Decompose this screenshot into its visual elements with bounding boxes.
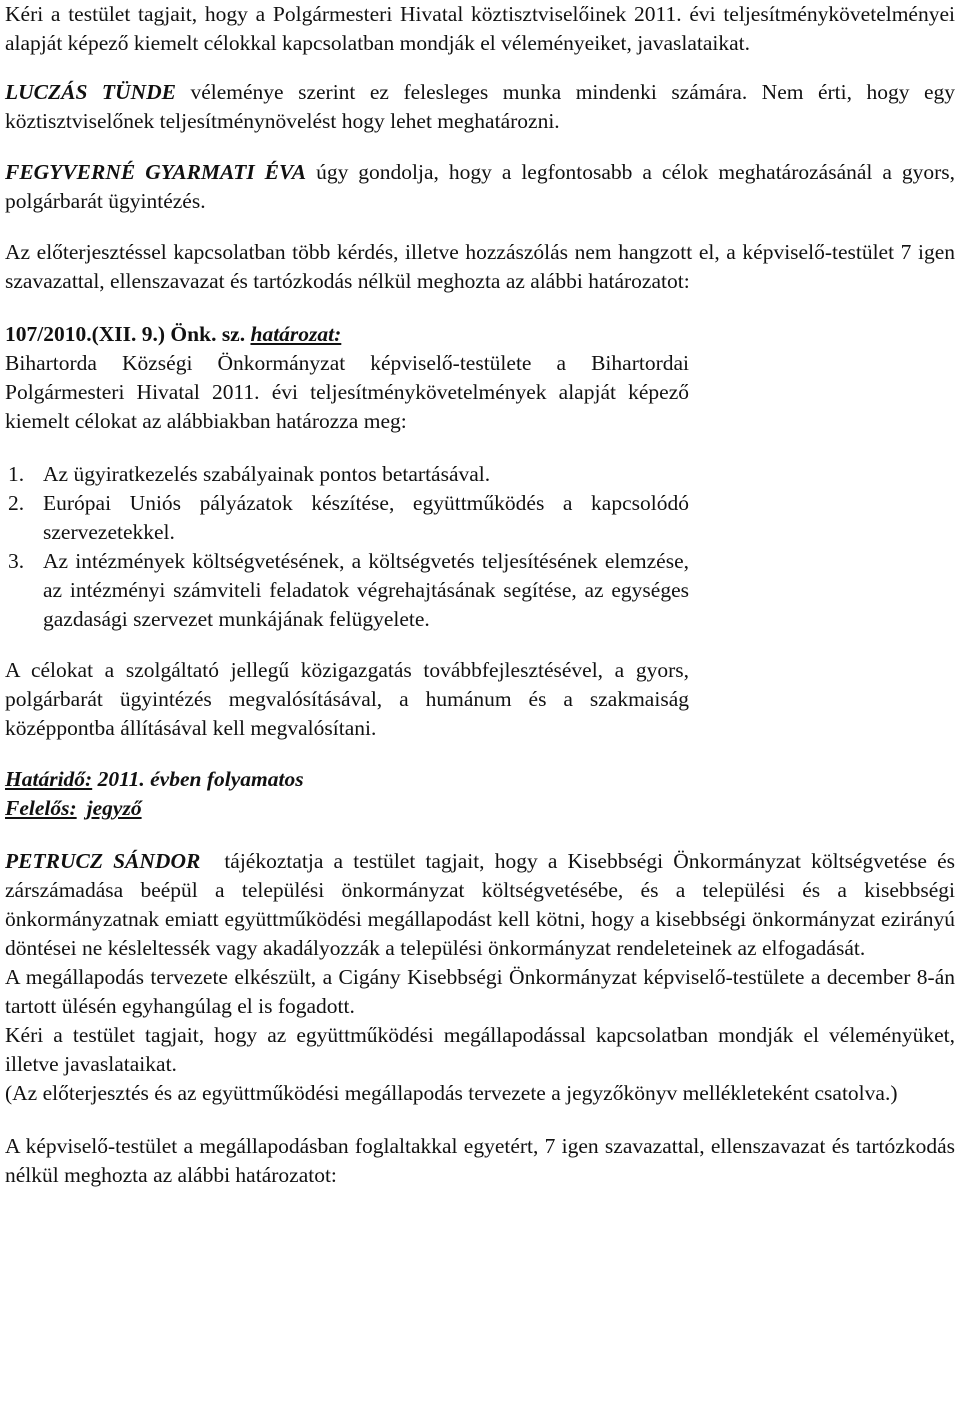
responsible-label: Felelős: bbox=[5, 796, 77, 820]
list-item: 1. Az ügyiratkezelés szabályainak pontos betartásával. bbox=[8, 462, 491, 486]
list-item: 2. Európai Uniós pályázatok készítése, együttműködés a kapcsolódó szervezetekkel. bbox=[8, 491, 689, 544]
petrucz-paragraph bbox=[5, 847, 955, 963]
luczas-paragraph bbox=[5, 78, 955, 136]
fegyverne-paragraph bbox=[5, 158, 955, 216]
speaker-name-petrucz: PETRUCZ SÁNDOR bbox=[5, 849, 201, 873]
resolution-goal: A célokat a szolgáltató jellegű közigazgatás továbbfejlesztésével, a gyors, polgárbarát ügyintézés megvalósításával, a humánum és a szakmaiság középpontba állításával kell megvalósítani. bbox=[5, 658, 689, 740]
list-item: 3. Az intézmények költségvetésének, a költségvetés teljesítésének elemzése, az intézményi számviteli feladatok végrehajtásának segítése, az egységes gazdasági szervezet munkájának felügyelete. bbox=[8, 549, 689, 631]
resolution-heading bbox=[5, 320, 955, 349]
vote-paragraph: Az előterjesztéssel kapcsolatban több kérdés, illetve hozzászólás nem hangzott el, a képviselő-testület 7 igen szavazattal, ellenszavazat és tartózkodás nélkül meghozta az alábbi határozatot: bbox=[5, 240, 955, 293]
responsible-line bbox=[5, 794, 955, 823]
final-paragraph: A képviselő-testület a megállapodásban foglaltakkal egyetért, 7 igen szavazattal, ellenszavazat és tartózkodás nélkül meghozta az alábbi határozatot: bbox=[5, 1134, 955, 1187]
resolution-block bbox=[5, 320, 955, 823]
luczas-text: véleménye szerint ez felesleges munka mindenki számára. Nem érti, hogy egy köztisztviselőnek teljesítménynövelést hogy lehet meghatározni. bbox=[5, 80, 955, 133]
document-page bbox=[5, 0, 955, 1190]
deadline-line bbox=[5, 765, 955, 794]
deadline-value: 2011. évben folyamatos bbox=[92, 767, 304, 791]
speaker-name-luczas: LUCZÁS TÜNDE bbox=[5, 80, 176, 104]
petrucz-paragraph-2: A megállapodás tervezete elkészült, a Cigány Kisebbségi Önkormányzat képviselő-testülete a december 8-án tartott ülésén egyhangúlag el is fogadott. bbox=[5, 965, 955, 1018]
resolution-body: Bihartorda Községi Önkormányzat képviselő-testülete a Bihartordai Polgármesteri Hivatal 2011. évi teljesítménykövetelmények alapját képező kiemelt célokat az alábbiakban határozza meg: bbox=[5, 351, 689, 433]
resolution-label: határozat: bbox=[250, 322, 342, 346]
speaker-name-fegyverne: FEGYVERNÉ GYARMATI ÉVA bbox=[5, 160, 307, 184]
responsible-value: jegyző bbox=[86, 796, 142, 820]
resolution-items bbox=[5, 460, 689, 634]
deadline-label: Határidő: bbox=[5, 767, 93, 791]
intro-paragraph: Kéri a testület tagjait, hogy a Polgármesteri Hivatal köztisztviselőinek 2011. évi teljesítménykövetelményei alapját képező kiemelt célokkal kapcsolatban mondják el véleményeiket, javaslataikat. bbox=[5, 2, 955, 55]
petrucz-text: tájékoztatja a testület tagjait, hogy a Kisebbségi Önkormányzat költségvetése és zárszámadása beépül a települési önkormányzat költségvetésébe, és a települési és a kisebbségi önkormányzatnak emiatt együttműködési megállapodást kell kötni, hogy a kisebbségi önkormányzat ezirányú döntései ne késleltessék vagy akadályozzák a települési önkormányzat rendeleteinek az elfogadását. bbox=[5, 849, 955, 960]
resolution-number: 107/2010.(XII. 9.) Önk. sz. bbox=[5, 322, 246, 346]
petrucz-paragraph-4: (Az előterjesztés és az együttműködési megállapodás tervezete a jegyzőkönyv mellékleteként csatolva.) bbox=[5, 1081, 898, 1105]
petrucz-paragraph-3: Kéri a testület tagjait, hogy az együttműködési megállapodással kapcsolatban mondják el véleményüket, illetve javaslataikat. bbox=[5, 1023, 955, 1076]
fegyverne-text: úgy gondolja, hogy a legfontosabb a célok meghatározásánál a gyors, polgárbarát ügyintézés. bbox=[5, 160, 956, 213]
